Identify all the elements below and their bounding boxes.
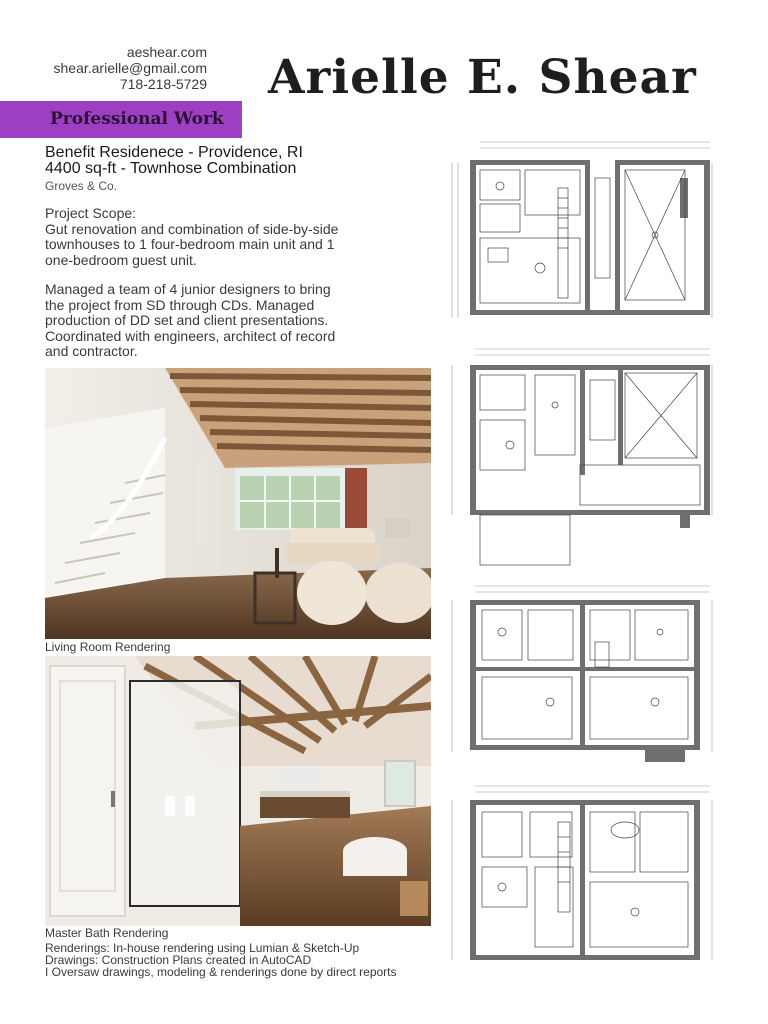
management-text: Managed a team of 4 junior designers to bring the project from SD through CDs. Managed production of DD set and client presentations. Coordinated with engineers, architect of record and contractor. bbox=[45, 281, 336, 359]
website-link[interactable]: aeshear.com bbox=[126, 44, 207, 60]
project-title-line1: Benefit Residenece - Providence, RI bbox=[45, 144, 303, 161]
floor-plan-1 bbox=[440, 138, 720, 333]
living-room-caption: Living Room Rendering bbox=[45, 640, 171, 654]
master-bath-rendering bbox=[45, 656, 431, 926]
credits bbox=[45, 942, 397, 978]
phone-number: 718-218-5729 bbox=[119, 76, 207, 92]
floor-plan-3 bbox=[440, 582, 720, 772]
credits-line2: Drawings: Construction Plans created in AutoCAD bbox=[45, 953, 312, 967]
section-banner-label: Professional Work bbox=[50, 109, 224, 129]
floor-plan-4 bbox=[440, 782, 720, 977]
credits-line1: Renderings: In-house rendering using Lumian & Sketch-Up bbox=[45, 941, 360, 955]
project-title bbox=[45, 145, 303, 177]
firm-name: Groves & Co. bbox=[45, 179, 118, 193]
email-link[interactable]: shear.arielle@gmail.com bbox=[53, 60, 207, 76]
section-banner bbox=[0, 101, 242, 138]
floor-plan-2 bbox=[440, 345, 720, 570]
contact-info bbox=[54, 44, 208, 92]
living-room-rendering bbox=[45, 368, 431, 639]
project-title-line2: 4400 sq-ft - Townhose Combination bbox=[45, 160, 297, 177]
master-bath-caption: Master Bath Rendering bbox=[45, 926, 169, 940]
scope-text: Gut renovation and combination of side-by-side townhouses to 1 four-bedroom main unit and 1 one-bedroom guest unit. bbox=[45, 220, 339, 268]
credits-line3: I Oversaw drawings, modeling & renderings done by direct reports bbox=[45, 965, 397, 979]
designer-name: Arielle E. Shear bbox=[268, 50, 697, 105]
project-description bbox=[45, 206, 345, 374]
scope-heading: Project Scope: bbox=[45, 205, 137, 221]
